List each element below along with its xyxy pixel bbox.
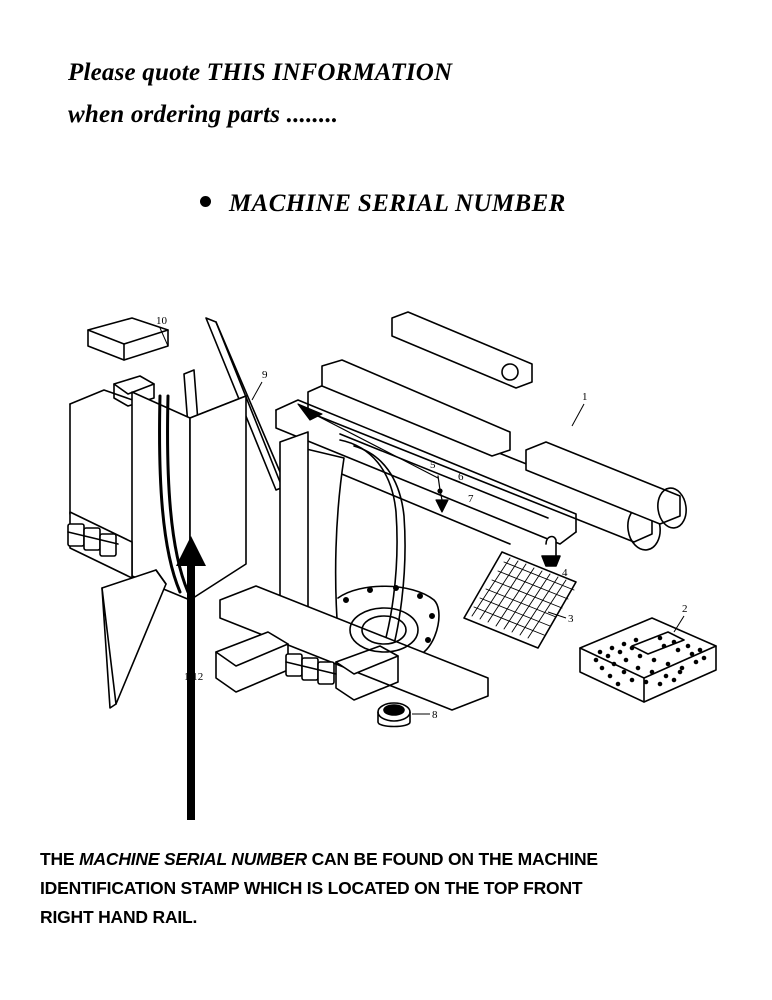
part-8-cap xyxy=(378,703,410,727)
frame-center-legs xyxy=(216,432,488,710)
callout-5: 5 xyxy=(430,459,436,471)
part-1-12-plate xyxy=(102,570,166,708)
bullet-dot-icon xyxy=(200,196,211,207)
caption-line-1 xyxy=(40,845,740,874)
bullet-label: MACHINE SERIAL NUMBER xyxy=(229,190,566,217)
caption-line-1-suffix: CAN BE FOUND ON THE MACHINE xyxy=(306,849,598,869)
caption-line-2: IDENTIFICATION STAMP WHICH IS LOCATED ON THE TOP FRONT xyxy=(40,878,583,898)
callout-2: 2 xyxy=(682,603,688,615)
machine-frame-exploded-diagram xyxy=(40,300,740,820)
callout-10: 10 xyxy=(156,315,167,327)
heading-line-2: when ordering parts ........ xyxy=(68,101,339,128)
callout-9: 9 xyxy=(262,369,268,381)
heading-block xyxy=(68,52,668,136)
part-2-perforated-tray xyxy=(580,618,716,702)
callout-6: 6 xyxy=(458,471,464,483)
frame-left-hopper xyxy=(70,376,246,600)
part-4-pin xyxy=(542,537,560,566)
bullet-item-machine-serial-number xyxy=(200,190,566,218)
callout-1-12: 1,12 xyxy=(184,671,204,683)
caption-block xyxy=(40,845,740,932)
caption-line-1-prefix: THE xyxy=(40,849,80,869)
part-3-mesh-screen xyxy=(464,552,576,648)
callout-4: 4 xyxy=(562,567,568,579)
heading-line-1: Please quote THIS INFORMATION xyxy=(68,59,453,86)
callout-1: 1 xyxy=(582,391,588,403)
callout-7: 7 xyxy=(468,493,474,505)
caption-line-1-emphasis: MACHINE SERIAL NUMBER xyxy=(79,849,307,869)
callout-8: 8 xyxy=(432,709,438,721)
caption-line-3: RIGHT HAND RAIL. xyxy=(40,907,198,927)
callout-3: 3 xyxy=(568,613,574,625)
